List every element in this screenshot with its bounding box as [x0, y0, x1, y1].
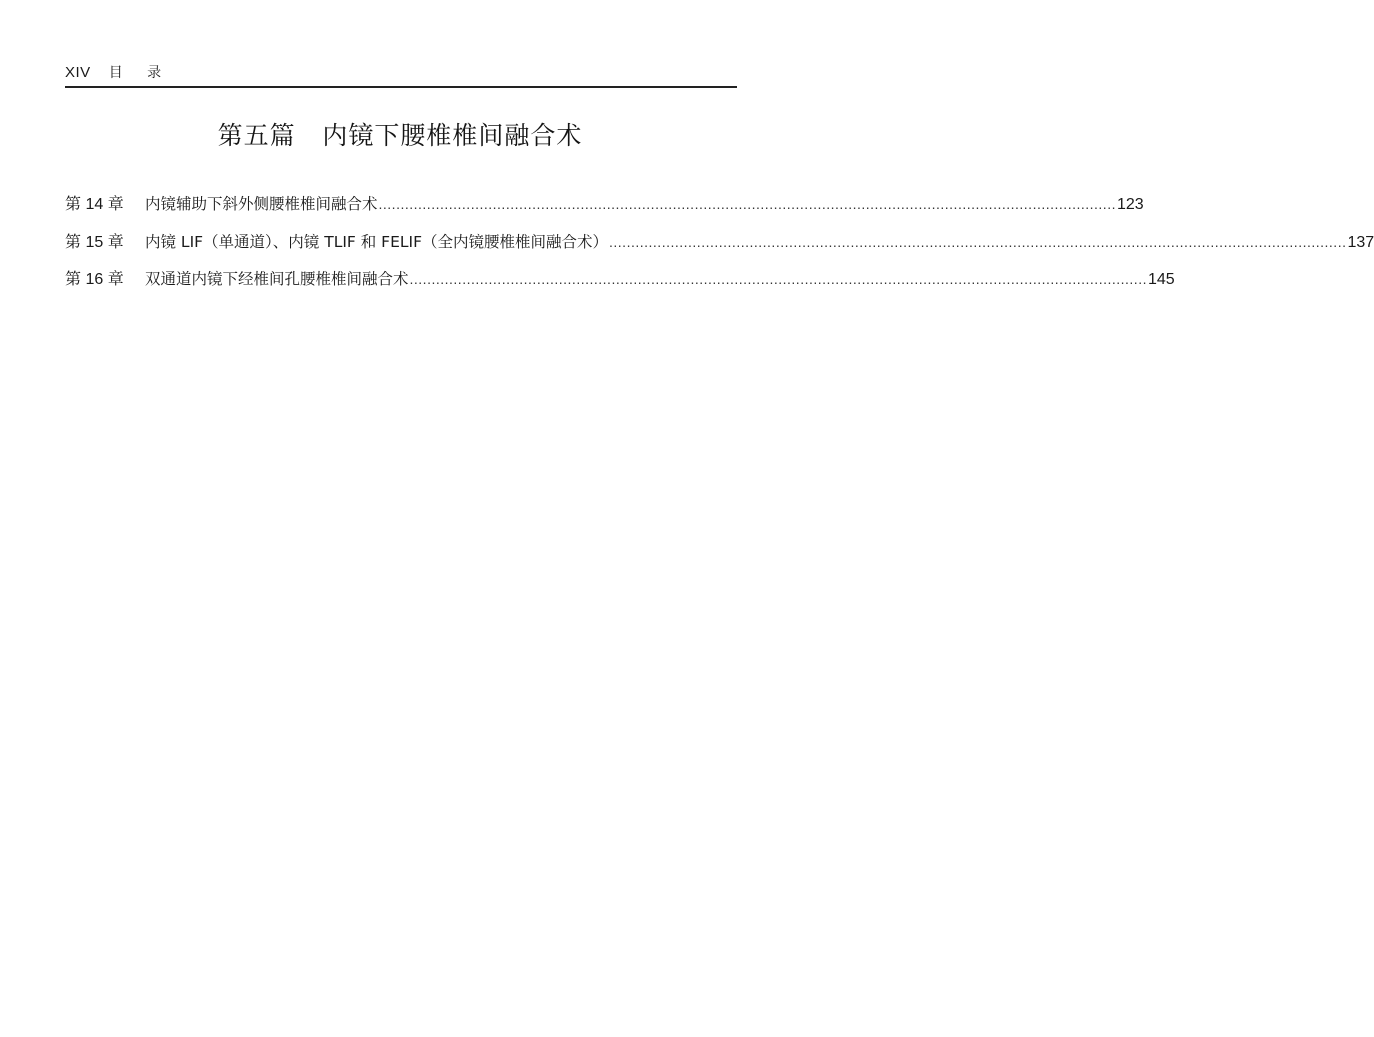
toc-chapter-number: 第 15 章	[65, 233, 124, 251]
toc-chapter-number: 第 14 章	[65, 196, 124, 213]
toc-page-number: 137	[1347, 233, 1374, 251]
toc-chapter-number: 第 16 章	[65, 271, 124, 288]
dot-leader	[379, 196, 1116, 212]
dot-leader	[410, 271, 1147, 287]
header-rule	[65, 86, 737, 88]
toc-entry-14[interactable]	[65, 191, 1144, 229]
toc-entry-16[interactable]	[65, 266, 1175, 304]
toc-chapter-title: 内镜辅助下斜外侧腰椎椎间融合术	[145, 195, 378, 213]
section-name: 目 录	[108, 65, 172, 81]
toc-entry-15[interactable]	[65, 229, 1374, 267]
toc-chapter-title: 双通道内镜下经椎间孔腰椎椎间融合术	[145, 270, 409, 288]
toc-page-number: 123	[1116, 196, 1144, 213]
dot-leader	[609, 234, 1346, 250]
running-header	[65, 62, 735, 84]
toc-page-number: 145	[1147, 271, 1175, 288]
table-of-contents	[65, 191, 1374, 304]
part-title: 第五篇 内镜下腰椎椎间融合术	[217, 121, 583, 150]
page-number: XIV	[65, 64, 91, 81]
toc-chapter-title: 内镜 LIF（单通道）、内镜 TLIF 和 FELIF（全内镜腰椎椎间融合术）	[145, 232, 609, 251]
